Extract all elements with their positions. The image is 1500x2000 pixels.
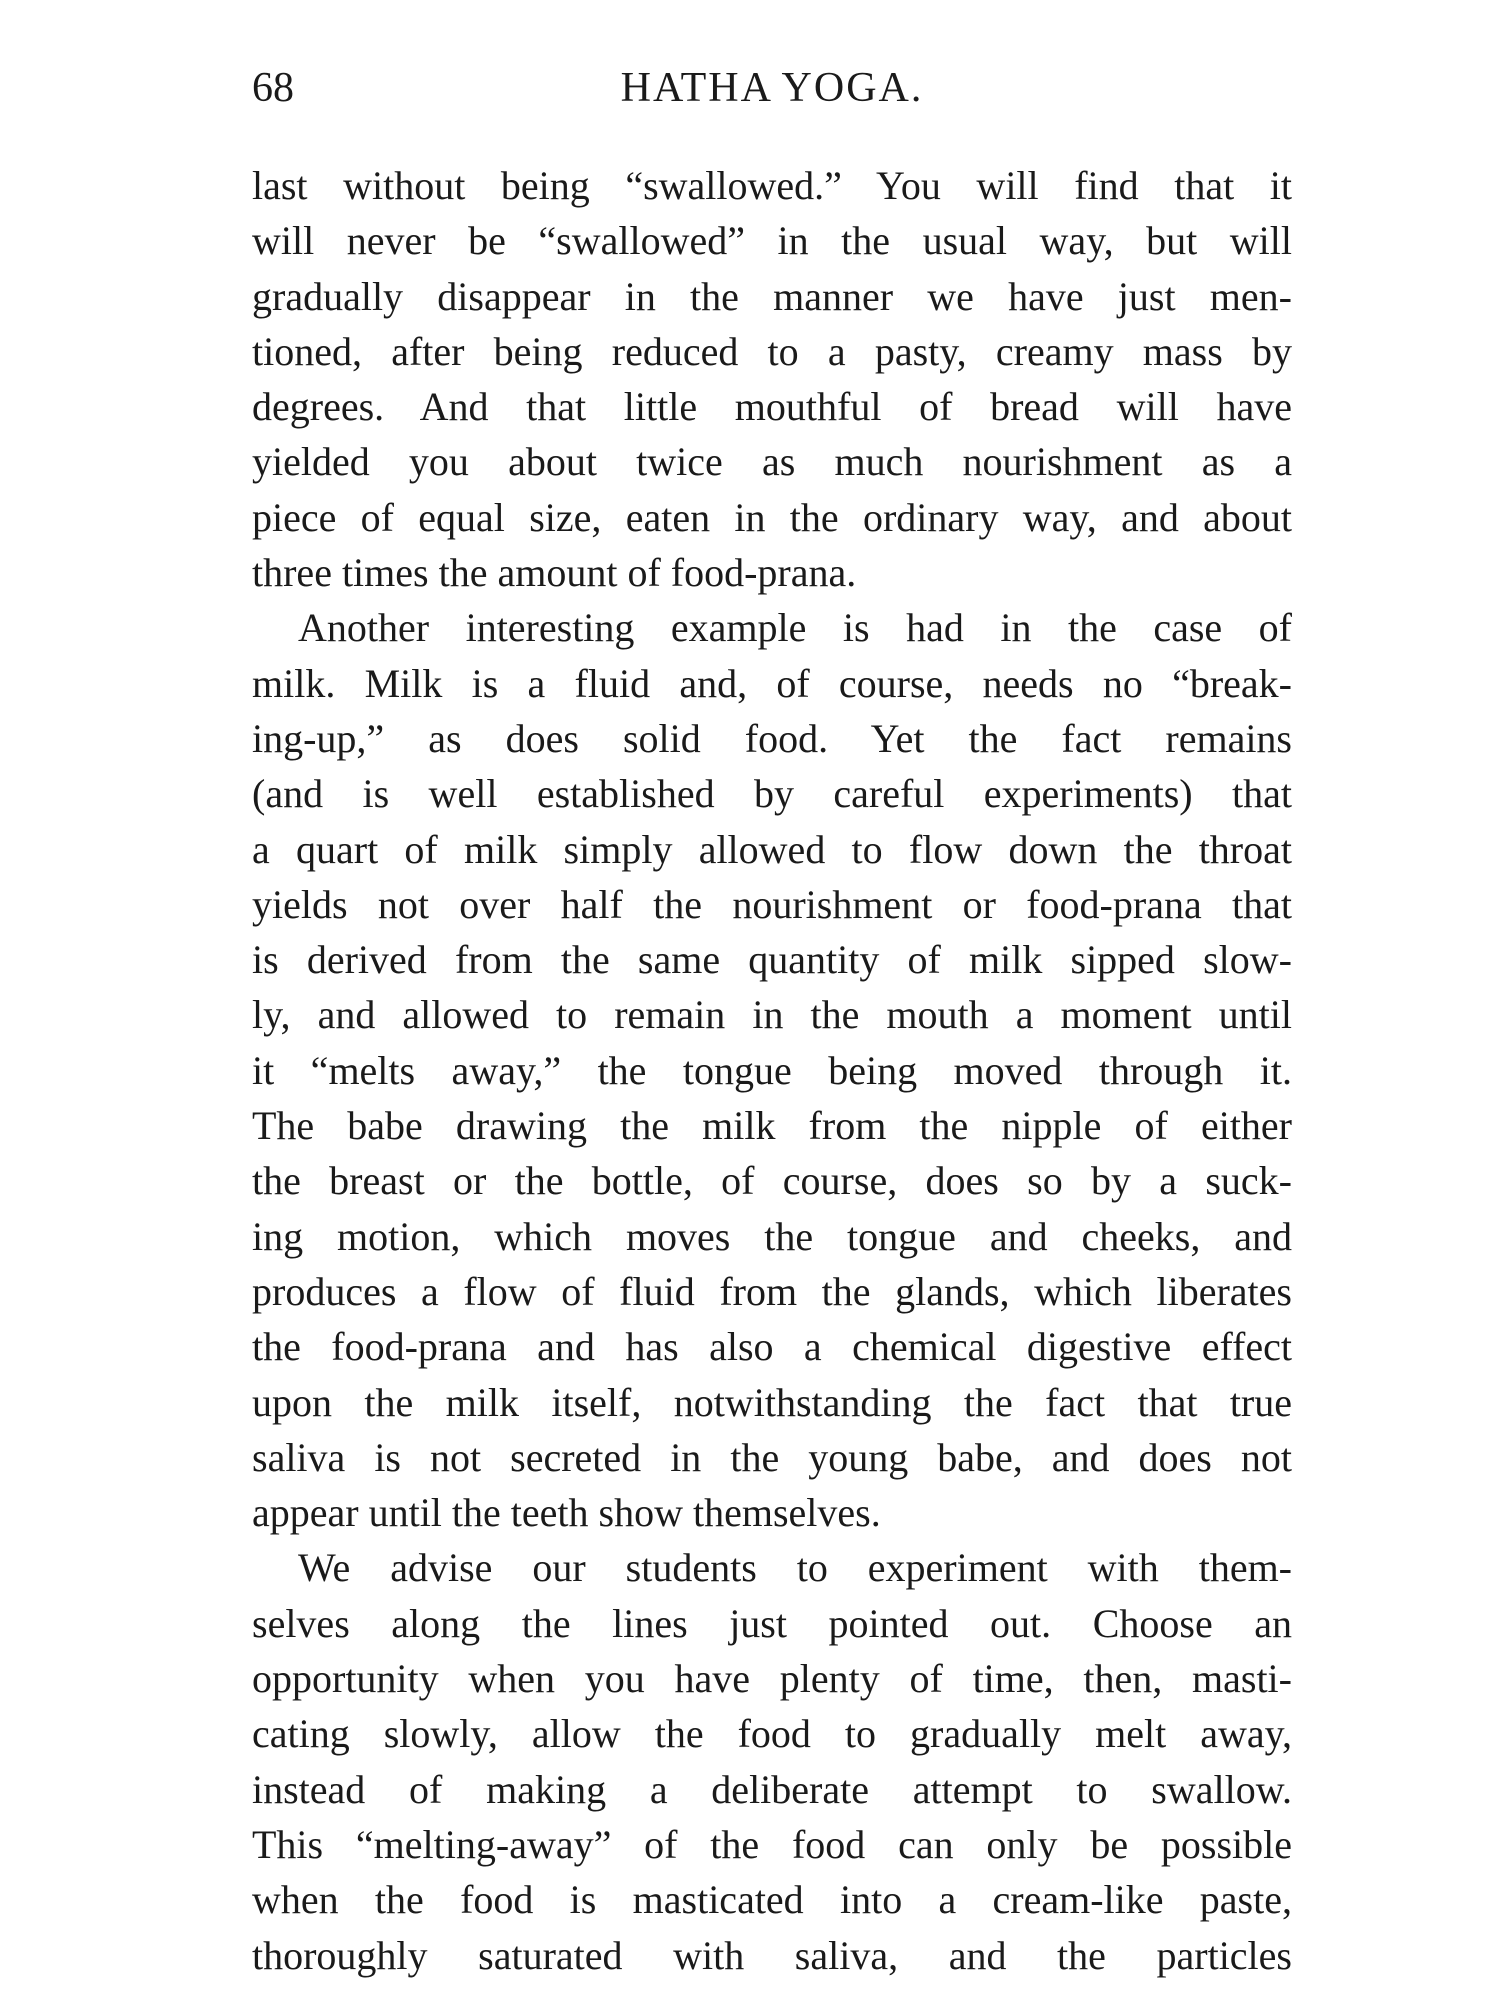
text-line: is derived from the same quantity of milk sipped slow- bbox=[252, 937, 1292, 983]
text-line: upon the milk itself, notwithstanding the fact that true bbox=[252, 1379, 1292, 1425]
text-line: piece of equal size, eaten in the ordinary way, and about bbox=[252, 494, 1292, 540]
text-line: ing motion, which moves the tongue and cheeks, and bbox=[252, 1213, 1292, 1259]
text-line: cating slowly, allow the food to gradually melt away, bbox=[252, 1711, 1292, 1757]
text-line: last without being “swallowed.” You will find that it bbox=[252, 163, 1292, 208]
text-line: produces a flow of fluid from the glands, which liberates bbox=[252, 1268, 1292, 1314]
text-line: yields not over half the nourishment or food-prana that bbox=[252, 881, 1292, 927]
text-line: will never be “swallowed” in the usual way, but will bbox=[252, 218, 1292, 264]
text-line: thoroughly saturated with saliva, and the particles bbox=[252, 1932, 1292, 1978]
paragraph-end-line: appear until the teeth show themselves. bbox=[252, 1490, 881, 1536]
text-line: when the food is masticated into a cream-like paste, bbox=[252, 1877, 1292, 1923]
text-line: saliva is not secreted in the young babe, and does not bbox=[252, 1434, 1292, 1480]
text-line: a quart of milk simply allowed to flow down the throat bbox=[252, 826, 1292, 872]
text-line: it “melts away,” the tongue being moved through it. bbox=[252, 1047, 1292, 1093]
text-line: yielded you about twice as much nourishment as a bbox=[252, 439, 1292, 485]
text-line: ing-up,” as does solid food. Yet the fact remains bbox=[252, 715, 1292, 761]
running-title: HATHA YOGA. bbox=[620, 65, 924, 111]
text-line: degrees. And that little mouthful of bread will have bbox=[252, 384, 1292, 430]
text-line: milk. Milk is a fluid and, of course, needs no “break- bbox=[252, 660, 1292, 706]
text-line: opportunity when you have plenty of time, then, masti- bbox=[252, 1656, 1292, 1702]
running-head bbox=[252, 58, 1292, 118]
text-line: selves along the lines just pointed out. Choose an bbox=[252, 1600, 1292, 1646]
text-line: the food-prana and has also a chemical digestive effect bbox=[252, 1324, 1292, 1370]
paragraph-start-line: Another interesting example is had in the case of bbox=[298, 605, 1292, 651]
text-line: This “melting-away” of the food can only be possible bbox=[252, 1821, 1292, 1867]
text-line: (and is well established by careful experiments) that bbox=[252, 771, 1292, 817]
paragraph-start-line: We advise our students to experiment with them- bbox=[298, 1545, 1292, 1591]
paragraph-end-line: three times the amount of food-prana. bbox=[252, 550, 857, 596]
text-line: gradually disappear in the manner we have just men- bbox=[252, 273, 1292, 319]
body-text bbox=[252, 158, 1292, 1983]
text-line: ly, and allowed to remain in the mouth a moment until bbox=[252, 992, 1292, 1038]
text-line: The babe drawing the milk from the nipple of either bbox=[252, 1103, 1292, 1149]
text-line: the breast or the bottle, of course, does so by a suck- bbox=[252, 1158, 1292, 1204]
page-number: 68 bbox=[252, 65, 294, 111]
text-line: instead of making a deliberate attempt to swallow. bbox=[252, 1766, 1292, 1812]
text-line: tioned, after being reduced to a pasty, creamy mass by bbox=[252, 328, 1292, 374]
